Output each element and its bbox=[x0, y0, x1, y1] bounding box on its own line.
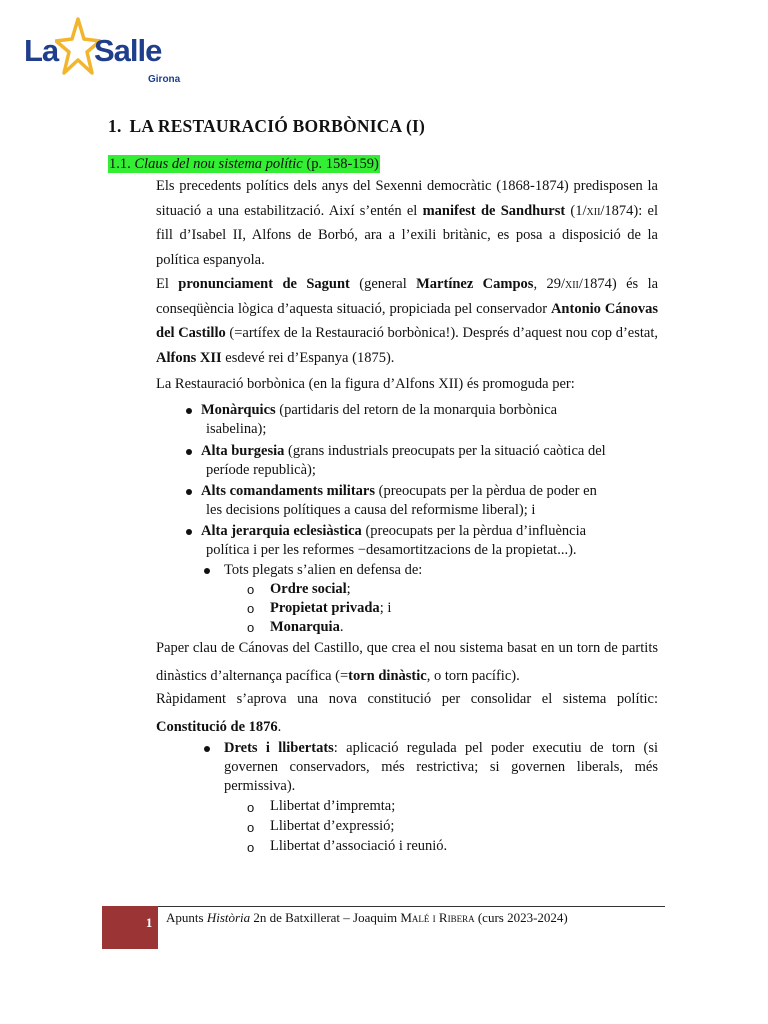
text: . bbox=[339, 619, 344, 635]
text: Ràpidament s’aprova una nova constitució per consolidar el sistema polític: bbox=[156, 691, 658, 707]
footer-divider bbox=[158, 906, 665, 907]
text: /1874) és la conseqüència lògica d’aquesta situació, propiciada pel conservador bbox=[156, 276, 659, 317]
text: (1/ bbox=[565, 202, 587, 219]
logo-la: La bbox=[24, 33, 59, 68]
list-item: Llibertat d’associació i reunió. bbox=[270, 838, 448, 854]
section-heading bbox=[108, 116, 425, 137]
text: (partidaris del retorn de la monarquia borbònica bbox=[275, 402, 558, 418]
subsection-pages: (p. 158-159) bbox=[306, 156, 379, 172]
text: esdevé rei d’Espanya (1875). bbox=[221, 349, 395, 366]
text: La Restauració borbònica (en la figura d’Alfons XII) és promoguda per: bbox=[156, 376, 575, 392]
bold-term: Martínez Campos bbox=[416, 276, 534, 292]
text: (general bbox=[349, 276, 417, 292]
text: , o torn pacífic). bbox=[426, 668, 520, 684]
page-number: 1 bbox=[145, 915, 153, 930]
text: . bbox=[277, 719, 282, 735]
bold-term: manifest de Sandhurst bbox=[422, 202, 566, 219]
text: permissiva). bbox=[224, 778, 296, 794]
logo-salle: Salle bbox=[94, 33, 162, 68]
list-item bbox=[270, 580, 351, 599]
bold-term: Alta jerarquia eclesiàstica bbox=[201, 523, 362, 539]
list-item bbox=[270, 599, 391, 618]
italic-term: Història bbox=[206, 910, 251, 925]
paragraph-sagunt bbox=[156, 272, 658, 370]
text: El bbox=[156, 276, 179, 292]
bold-term: Monarquia bbox=[270, 619, 340, 635]
text: Els precedents polítics dels anys del Sexenni democràtic (1868-1874) predisposen la situació a una estabilització. Així s’entén el bbox=[156, 178, 658, 219]
subsection-title: Claus del nou sistema polític bbox=[134, 156, 303, 172]
bold-term: Constitució de 1876 bbox=[156, 719, 278, 735]
bold-term: torn dinàstic bbox=[348, 668, 427, 684]
bullet-icon bbox=[186, 449, 192, 455]
footer-text bbox=[166, 910, 568, 926]
text: les decisions polítiques a causa del reformisme liberal); i bbox=[206, 502, 536, 518]
list-item: Llibertat d’impremta; bbox=[270, 798, 396, 814]
circle-bullet-icon: o bbox=[247, 582, 255, 597]
text: política i per les reformes −desamortitzacions de la propietat...). bbox=[206, 542, 577, 558]
bullet-icon bbox=[186, 489, 192, 495]
list-item: Llibertat d’expressió; bbox=[270, 818, 395, 834]
text: ; i bbox=[379, 600, 392, 616]
text: ; bbox=[346, 581, 351, 597]
circle-bullet-icon: o bbox=[247, 820, 255, 835]
text: Paper clau de Cánovas del Castillo, que crea el nou sistema basat en un torn de partits dinàstics d’alternança pacífica (= bbox=[156, 640, 658, 684]
subsection-number: 1.1. bbox=[109, 156, 131, 172]
bullet-icon bbox=[204, 568, 210, 574]
bold-term: Drets i llibertats bbox=[224, 740, 334, 756]
circle-bullet-icon: o bbox=[247, 840, 255, 855]
text: isabelina); bbox=[206, 421, 267, 437]
subsection-heading bbox=[108, 155, 380, 173]
text: (grans industrials preocupats per la situació caòtica del bbox=[284, 443, 606, 459]
bold-term: Alfons XII bbox=[156, 349, 222, 366]
author-name: Malé i Ribera bbox=[400, 910, 475, 925]
circle-bullet-icon: o bbox=[247, 620, 255, 635]
list-item bbox=[182, 442, 658, 480]
text: (curs 2023-2024) bbox=[474, 910, 568, 925]
bold-term: Antonio Cánovas del Castillo bbox=[156, 300, 658, 341]
roman-month: xii bbox=[586, 202, 601, 219]
text: (=artífex de la Restauració borbònica!). Després d’aquest nou cop d’estat, bbox=[225, 325, 658, 341]
bullet-icon bbox=[186, 529, 192, 535]
bold-term: Alts comandaments militars bbox=[201, 483, 375, 499]
circle-bullet-icon: o bbox=[247, 800, 255, 815]
paragraph-sandhurst bbox=[156, 174, 658, 272]
circle-bullet-icon: o bbox=[247, 601, 255, 616]
text: (preocupats per la pèrdua de poder en bbox=[375, 483, 597, 499]
text: governen conservadors, més restrictiva; si governen liberals, més bbox=[224, 759, 658, 775]
la-salle-logo bbox=[24, 16, 184, 88]
logo-girona: Girona bbox=[148, 74, 181, 85]
bold-term: Ordre social bbox=[270, 581, 347, 597]
rights-item bbox=[224, 739, 658, 796]
list-item bbox=[182, 401, 658, 439]
bold-term: pronunciament de Sagunt bbox=[178, 276, 350, 292]
paragraph-canovas bbox=[156, 634, 658, 690]
text: 2n de Batxillerat – Joaquim bbox=[250, 910, 401, 925]
bold-term: Propietat privada bbox=[270, 600, 380, 616]
bold-term: Alta burgesia bbox=[201, 443, 285, 459]
text: període republicà); bbox=[206, 462, 316, 478]
paragraph-promoters bbox=[156, 372, 658, 397]
text: (preocupats per la pèrdua d’influència bbox=[361, 523, 587, 539]
bullet-icon bbox=[204, 746, 210, 752]
supporters-list bbox=[182, 401, 658, 560]
section-title: LA RESTAURACIÓ BORBÒNICA (I) bbox=[129, 116, 426, 136]
roman-month: xii bbox=[564, 276, 579, 292]
bold-term: Monàrquics bbox=[201, 402, 276, 418]
paragraph-constitution bbox=[156, 685, 658, 741]
text: /1874): el fill d’Isabel II, Alfons de Borbó, ara a l’exili britànic, es posa a disposició de la política espanyola. bbox=[156, 202, 658, 268]
page-number-box bbox=[102, 906, 158, 949]
text: Apunts bbox=[166, 910, 207, 925]
bullet-icon bbox=[186, 408, 192, 414]
text: , 29/ bbox=[533, 276, 565, 292]
together-line: Tots plegats s’alien en defensa de: bbox=[224, 562, 423, 578]
section-number: 1. bbox=[108, 116, 122, 136]
list-item bbox=[182, 522, 658, 560]
text: : aplicació regulada pel poder executiu de torn (si bbox=[333, 740, 658, 756]
list-item bbox=[182, 482, 658, 520]
